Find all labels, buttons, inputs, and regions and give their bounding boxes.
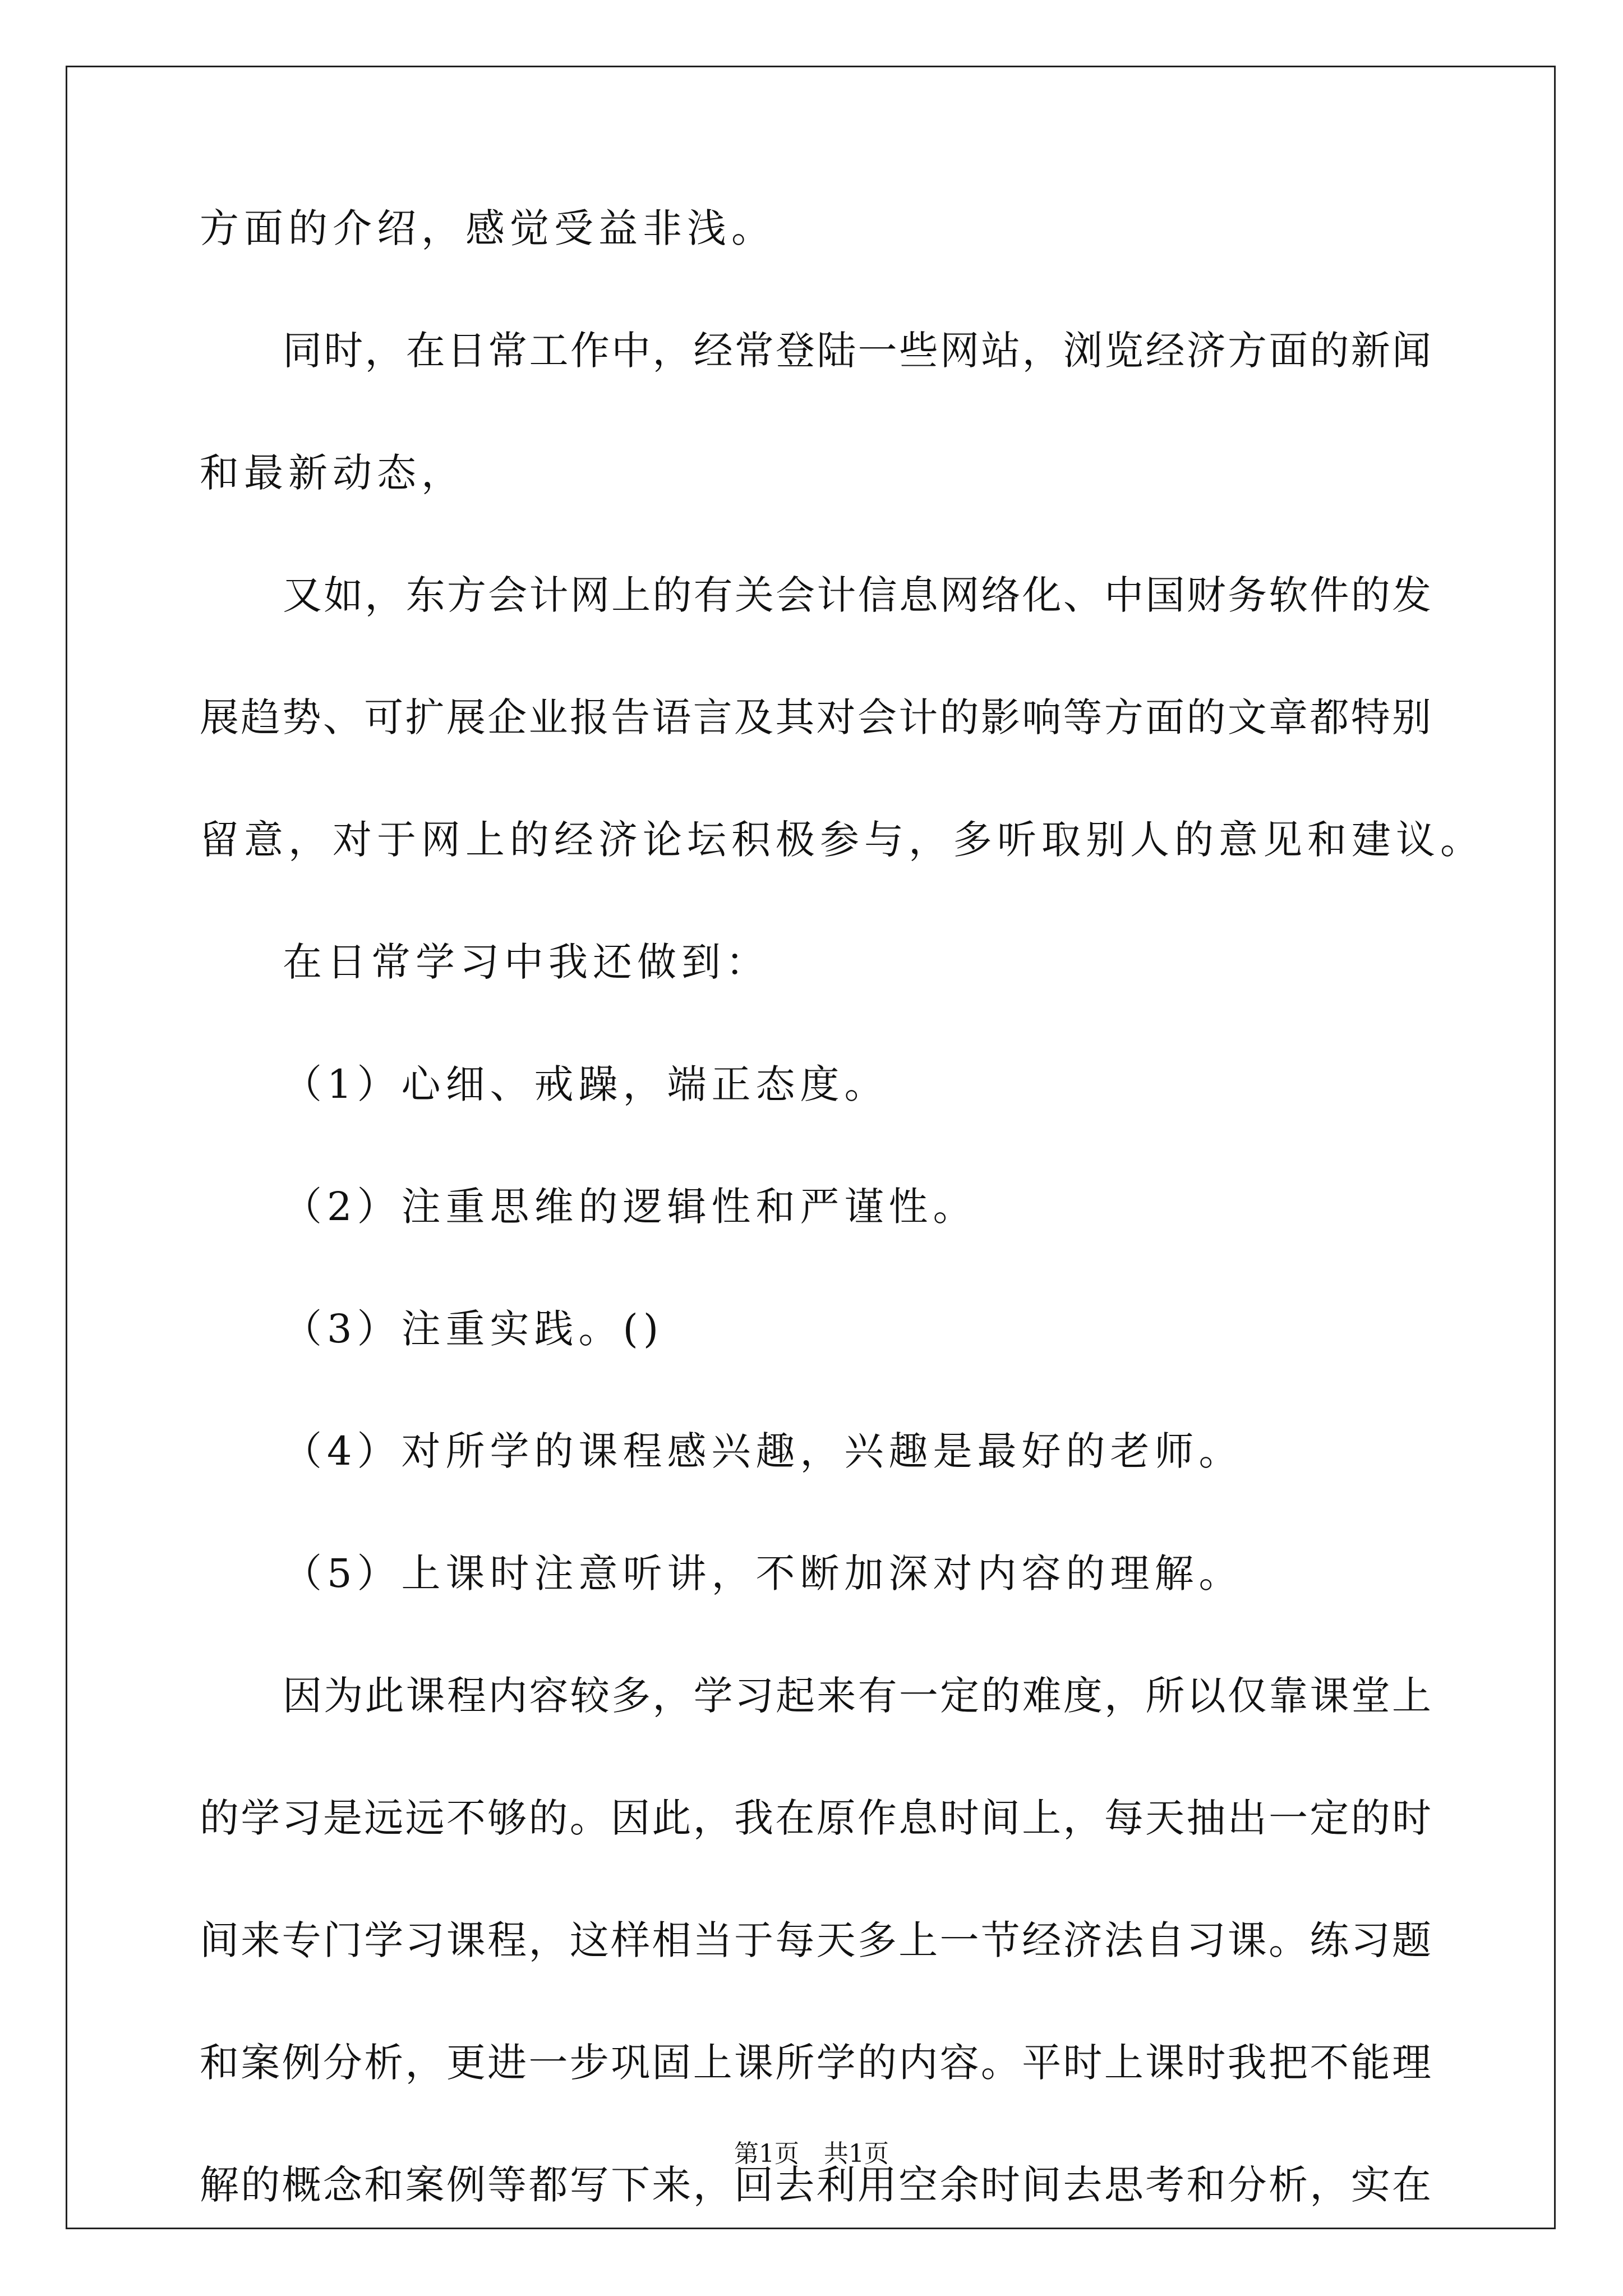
text-line: 间来专门学习课程，这样相当于每天多上一节经济法自习课。练习题 xyxy=(200,1917,1431,1963)
list-item: （5）上课时注意听讲，不断加深对内容的理解。 xyxy=(283,1550,1243,1596)
text-line: 又如，东方会计网上的有关会计信息网络化、中国财务软件的发 xyxy=(283,572,1431,618)
text-line: 在日常学习中我还做到： xyxy=(283,939,770,985)
text-line: 的学习是远远不够的。因此，我在原作息时间上，每天抽出一定的时 xyxy=(200,1795,1431,1841)
list-item: （4）对所学的课程感兴趣，兴趣是最好的老师。 xyxy=(283,1428,1243,1474)
page-footer: 第1页 共1页 xyxy=(734,2139,889,2168)
page-border xyxy=(66,66,1556,2229)
list-item: （3）注重实践。() xyxy=(283,1306,664,1352)
text-line: 方面的介绍，感觉受益非浅。 xyxy=(200,205,776,251)
text-line: 和最新动态， xyxy=(200,450,465,496)
list-item: （1）心细、戒躁，端正态度。 xyxy=(283,1061,889,1107)
text-line: 同时，在日常工作中，经常登陆一些网站，浏览经济方面的新闻 xyxy=(283,328,1431,374)
text-line: 解的概念和案例等都写下来，回去利用空余时间去思考和分析，实在 xyxy=(200,2162,1431,2208)
text-line: 因为此课程内容较多，学习起来有一定的难度，所以仅靠课堂上 xyxy=(283,1673,1431,1719)
text-line: 展趋势、可扩展企业报告语言及其对会计的影响等方面的文章都特别 xyxy=(200,694,1431,740)
list-item: （2）注重思维的逻辑性和严谨性。 xyxy=(283,1184,978,1230)
text-line: 和案例分析，更进一步巩固上课所学的内容。平时上课时我把不能理 xyxy=(200,2040,1431,2086)
text-line: 留意，对于网上的经济论坛积极参与，多听取别人的意见和建议。 xyxy=(200,817,1484,863)
